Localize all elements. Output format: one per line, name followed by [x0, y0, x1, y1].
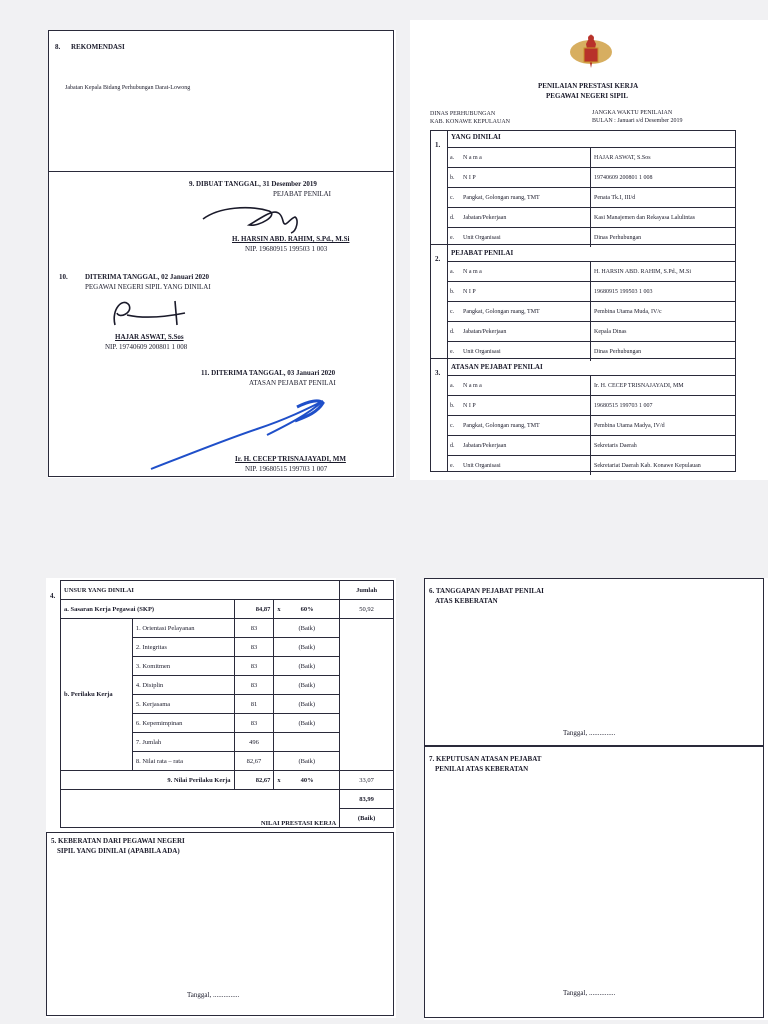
behavior-item: 3. Komitmen [132, 657, 234, 676]
field-value: Dinas Perhubungan [594, 235, 642, 241]
section-9-name: H. HARSIN ABD. RAHIM, S.Pd., M.Si [232, 235, 350, 243]
behavior-item: 6. Kepemimpinan [132, 714, 234, 733]
field-value: Penata Tk.I, III/d [594, 195, 636, 201]
behavior-total-label: 9. Nilai Perilaku Kerja [61, 771, 235, 790]
form-title-2: PEGAWAI NEGERI SIPIL [546, 92, 629, 100]
final-grade: (Baik) [340, 809, 394, 828]
period-line-1: JANGKA WAKTU PENILAIAN [592, 110, 673, 116]
section-5-line-2: SIPIL YANG DINILAI (APABILA ADA) [57, 847, 180, 855]
section-6-line-2: ATAS KEBERATAN [435, 597, 498, 605]
section-11-date: 11. DITERIMA TANGGAL, 03 Januari 2020 [201, 369, 336, 377]
section-11-nip: NIP. 19680515 199703 1 007 [245, 465, 328, 473]
skp-total: 50,92 [340, 600, 394, 619]
behavior-score: 83 [234, 714, 274, 733]
section-10-date: DITERIMA TANGGAL, 02 Januari 2020 [85, 273, 210, 281]
section-1 [431, 131, 735, 245]
section-11-name: Ir. H. CECEP TRISNAJAYADI, MM [235, 455, 346, 463]
section-10-number: 10. [59, 273, 68, 281]
section-10-nip: NIP. 19740609 200801 1 008 [105, 343, 188, 351]
section-2 [431, 245, 735, 359]
section-4-number: 4. [50, 592, 56, 600]
agency-line-2: KAB. KONAWE KEPULAUAN [430, 119, 511, 125]
signature-harsin [199, 199, 319, 239]
behavior-item: 7. Jumlah [132, 733, 234, 752]
section-10-role: PEGAWAI NEGERI SIPIL YANG DINILAI [85, 283, 211, 291]
behavior-score: 83 [234, 676, 274, 695]
signatures-box [48, 171, 394, 477]
skp-label: a. Sasaran Kerja Pegawai (SKP) [61, 600, 235, 619]
behavior-grade: (Baik) [274, 657, 340, 676]
section-3-number: 3. [435, 369, 441, 377]
response-box [424, 578, 764, 746]
section-7-line-1: 7. KEPUTUSAN ATASAN PEJABAT [429, 755, 542, 763]
behavior-item: 2. Integritas [132, 638, 234, 657]
field-value: 19680915 199503 1 003 [594, 289, 653, 295]
field-value: Pembina Utama Madya, IV/d [594, 423, 665, 429]
section-10-name: HAJAR ASWAT, S.Sos [115, 333, 184, 341]
behavior-score: 83 [234, 619, 274, 638]
section-1-title: YANG DINILAI [451, 133, 501, 141]
behavior-label: b. Perilaku Kerja [61, 619, 133, 771]
behavior-item: 4. Disiplin [132, 676, 234, 695]
section-3-rows: a. N a m a Ir. H. CECEP TRISNAJAYADI, MM b. N I P 19680515 199703 1 007 c. Pangkat, Golongan ruang, TMT Pembina Utama Madya, IV/d d. Jabatan/Pekerjaan Sekretaris Daerah e. Unit Organisasi Sekretariat Daerah Kab. Konawe Kepulauan [447, 376, 735, 475]
skp-value: 84,87 [234, 600, 274, 619]
section-6-line-1: 6. TANGGAPAN PEJABAT PENILAI [429, 587, 544, 595]
header-total: Jumlah [340, 581, 394, 600]
field-value: 19680515 199703 1 007 [594, 403, 653, 409]
behavior-total-value: 82,67 [234, 771, 274, 790]
field-value: Dinas Perhubungan [594, 349, 642, 355]
behavior-score: 83 [234, 657, 274, 676]
table-row [61, 771, 394, 790]
garuda-emblem-icon [568, 30, 614, 72]
section-2-number: 2. [435, 255, 441, 263]
section-3-title: ATASAN PEJABAT PENILAI [451, 363, 543, 371]
skp-x: x [277, 605, 281, 613]
behavior-grade: (Baik) [274, 714, 340, 733]
table-row [61, 790, 394, 809]
page-score [46, 578, 396, 1018]
behavior-score: 83 [234, 638, 274, 657]
section-3 [431, 359, 735, 471]
behavior-total-x: x [277, 776, 281, 784]
behavior-item: 8. Nilai rata – rata [132, 752, 234, 771]
form-title-1: PENILAIAN PRESTASI KERJA [538, 82, 639, 90]
response-date-label: Tanggal, ............... [563, 729, 616, 737]
section-2-rows: a. N a m a H. HARSIN ABD. RAHIM, S.Pd., M.Si b. N I P 19680915 199503 1 003 c. Pangkat, Golongan ruang, TMT Pembina Utama Muda, IV/c d. Jabatan/Pekerjaan Kepala Dinas e. Unit Organisasi Dinas Perhubungan [447, 262, 735, 361]
field-value: Pembina Utama Muda, IV/c [594, 309, 662, 315]
signature-hajar [105, 295, 205, 333]
section-9-nip: NIP. 19680915 199503 1 003 [245, 245, 328, 253]
page-identity [410, 20, 768, 480]
score-table [60, 580, 394, 828]
field-value: HAJAR ASWAT, S.Sos [594, 155, 651, 161]
final-value: 83,99 [340, 790, 394, 809]
section-8-number: 8. [55, 43, 61, 51]
page-response [424, 578, 768, 1020]
behavior-grade: (Baik) [274, 752, 340, 771]
section-2-title: PEJABAT PENILAI [451, 249, 514, 257]
behavior-grade: (Baik) [274, 619, 340, 638]
behavior-item: 1. Orientasi Pelayanan [132, 619, 234, 638]
section-1-number: 1. [435, 141, 441, 149]
section-8-title: REKOMENDASI [71, 43, 125, 51]
field-value: H. HARSIN ABD. RAHIM, S.Pd., M.Si [594, 269, 692, 275]
header-title: UNSUR YANG DINILAI [61, 581, 340, 600]
section-9-date: 9. DIBUAT TANGGAL, 31 Desember 2019 [189, 180, 317, 188]
objection-box [46, 832, 394, 1016]
behavior-item: 5. Kerjasama [132, 695, 234, 714]
table-row [61, 600, 394, 619]
field-value: Kasi Manajemen dan Rekayasa Lalulintas [594, 215, 695, 221]
section-11-role: ATASAN PEJABAT PENILAI [249, 379, 336, 387]
behavior-total-percent: 40% [300, 776, 314, 784]
field-value: 19740609 200801 1 008 [594, 175, 653, 181]
decision-box [424, 746, 764, 1018]
section-9-role: PEJABAT PENILAI [273, 190, 332, 198]
recommendation-box [48, 30, 394, 172]
section-7-line-2: PENILAI ATAS KEBERATAN [435, 765, 529, 773]
skp-percent: 60% [300, 605, 314, 613]
behavior-grade: (Baik) [274, 676, 340, 695]
field-value: Sekretaris Daerah [594, 443, 637, 449]
table-row [61, 619, 394, 638]
page-recommendation [48, 30, 396, 478]
behavior-grade: (Baik) [274, 695, 340, 714]
agency-line-1: DINAS PERHUBUNGAN [430, 111, 496, 117]
recommendation-text: Jabatan Kepala Bidang Perhubungan Darat-Lowong [65, 85, 191, 91]
final-label: NILAI PRESTASI KERJA [61, 790, 340, 828]
field-value: Sekretariat Daerah Kab. Konawe Kepulauan [594, 463, 701, 469]
behavior-grade [274, 733, 340, 752]
field-value: Ir. H. CECEP TRISNAJAYADI, MM [594, 383, 684, 389]
date-label: Tanggal, ............... [187, 991, 240, 999]
table-row [61, 581, 394, 600]
identity-table [430, 130, 736, 472]
period-line-2: BULAN : Januari s/d Desember 2019 [592, 118, 683, 124]
behavior-grade: (Baik) [274, 638, 340, 657]
behavior-score: 82,67 [234, 752, 274, 771]
field-value: Kepala Dinas [594, 329, 627, 335]
section-5-line-1: 5. KEBERATAN DARI PEGAWAI NEGERI [51, 837, 185, 845]
behavior-score: 81 [234, 695, 274, 714]
behavior-total-total: 33,07 [340, 771, 394, 790]
section-1-rows: a. N a m a HAJAR ASWAT, S.Sos b. N I P 19740609 200801 1 008 c. Pangkat, Golongan ruang, TMT Penata Tk.I, III/d d. Jabatan/Pekerjaan Kasi Manajemen dan Rekayasa Lalulintas e. Unit Organisasi Dinas Perhubungan [447, 148, 735, 247]
decision-date-label: Tanggal, ............... [563, 989, 616, 997]
behavior-score: 496 [234, 733, 274, 752]
